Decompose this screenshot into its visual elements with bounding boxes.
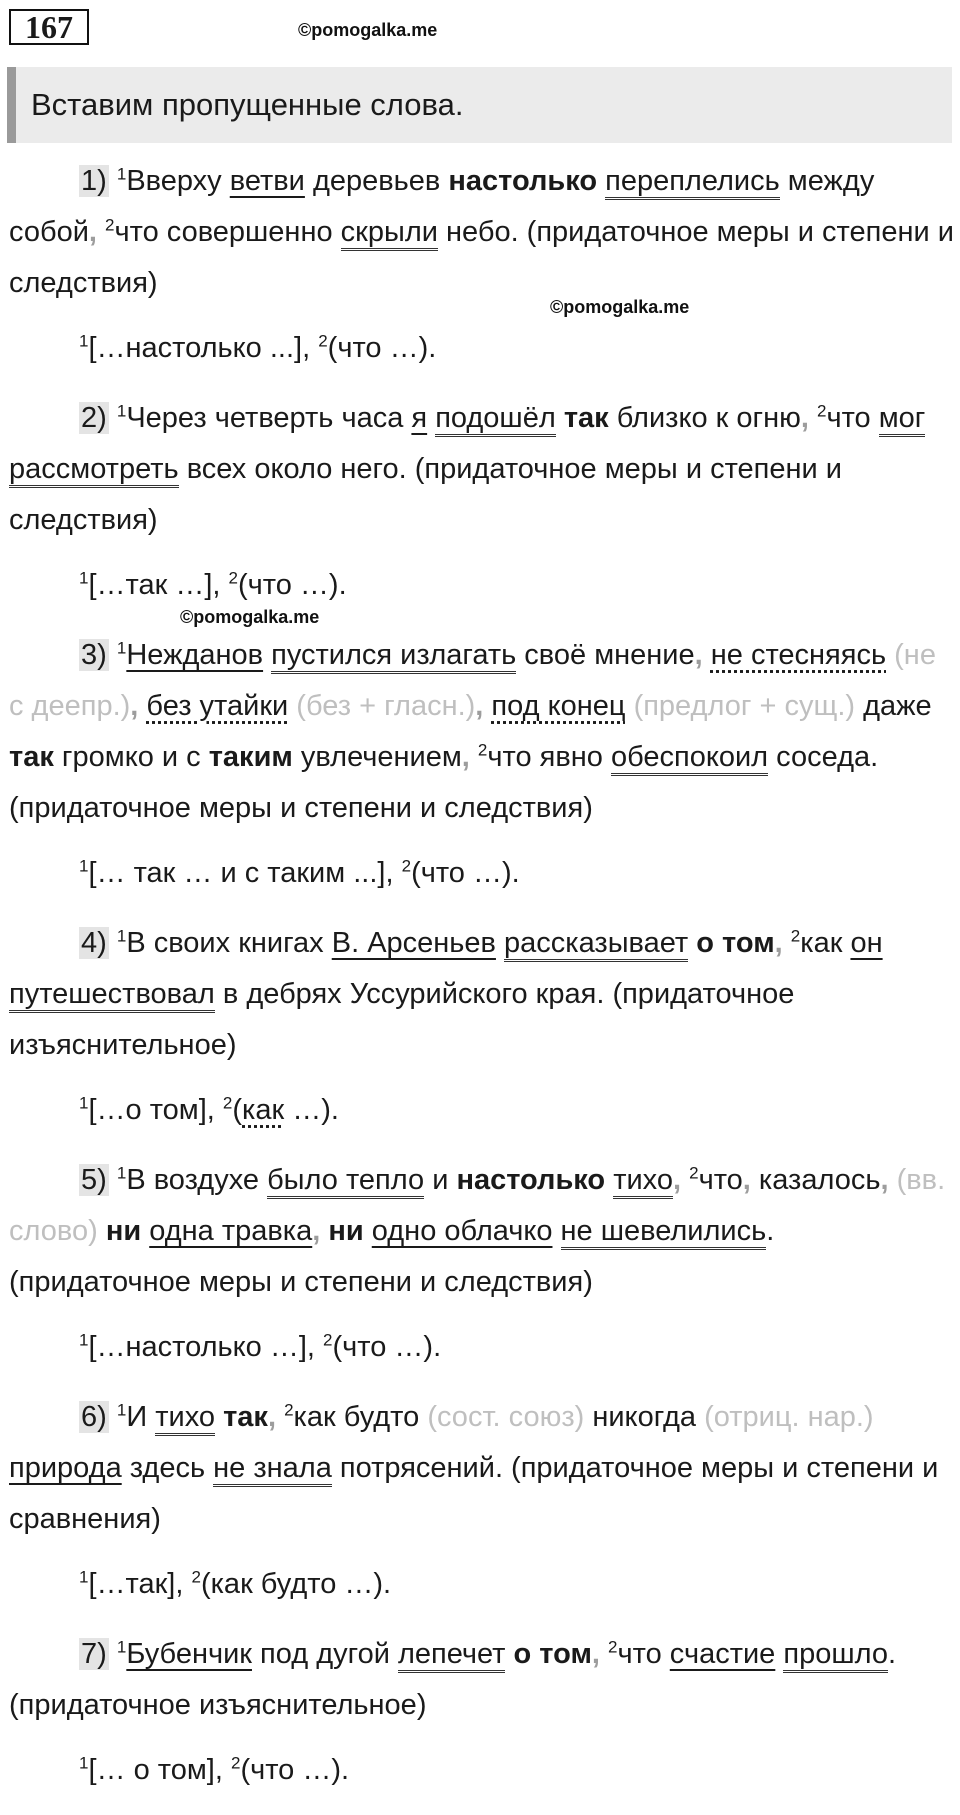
predicate: обеспокоил (611, 741, 768, 776)
adverbial: не стесняясь (710, 639, 887, 671)
subject: Нежданов (126, 639, 264, 671)
exercise-content (9, 156, 954, 1815)
predicate: путешествовал (9, 978, 215, 1013)
sentence-6: 6) $^1$И тихо так, $^2$как будто (сост. союз) никогда (отриц. нар.) природа здесь не знала потрясений. (придаточное меры и степени и сравнения) (9, 1400, 939, 1535)
sentence-number: 4) (81, 927, 107, 959)
subject: одно облачко (371, 1215, 553, 1247)
predicate: мог рассмотреть (9, 402, 925, 488)
predicate: не шевелились (561, 1215, 767, 1250)
predicate: подошёл (435, 402, 556, 437)
sentence-3: 3) $^1$Нежданов пустился излагать своё мнение, не стесняясь (не с деепр.), без утайки (без + гласн.), под конец (предлог + сущ.) даже так громко и с таким увлечением, $^2$что явно обеспокоил соседа. (придаточное меры и степени и следствия) (9, 638, 936, 824)
instruction-header: Вставим пропущенные слова. (7, 67, 952, 143)
sentence-5: 5) $^1$В воздухе было тепло и настолько тихо, $^2$что, казалось, (вв. слово) ни одна травка, ни одно облачко не шевелились. (придаточное меры и степени и следствия) (9, 1163, 946, 1298)
scheme-4: $^1$[…о том], $^2$(как …). (79, 1093, 339, 1126)
predicate: скрыли (341, 216, 438, 251)
watermark: ©pomogalka.me (550, 297, 690, 317)
predicate: прошло (783, 1638, 888, 1673)
predicate: переплелись (605, 165, 780, 200)
scheme-7: $^1$[… о том], $^2$(что …). (79, 1753, 350, 1786)
predicate: пустился излагать (271, 639, 516, 674)
sentence-4: 4) $^1$В своих книгах В. Арсеньев рассказывает о том, $^2$как он путешествовал в дебрях Уссурийского края. (придаточное изъяснительное) (9, 926, 883, 1061)
scheme-1: $^1$[…настолько ...], $^2$(что …). (79, 331, 437, 364)
task-number: 167 (9, 9, 89, 45)
subject: ветви (229, 165, 305, 197)
sentence-number: 2) (81, 402, 107, 434)
sentence-number: 1) (81, 165, 107, 197)
sentence-2: 2) $^1$Через четверть часа я подошёл так близко к огню, $^2$что мог рассмотреть всех около него. (придаточное меры и степени и следствия) (9, 401, 926, 536)
subject: одна травка (149, 1215, 313, 1247)
predicate: тихо (613, 1164, 673, 1199)
scheme-2: $^1$[…так …], $^2$(что …). (79, 568, 347, 601)
sentence-number: 7) (81, 1638, 107, 1670)
predicate: лепечет (398, 1638, 505, 1673)
subject: я (411, 402, 428, 434)
sentence-7: 7) $^1$Бубенчик под дугой лепечет о том, $^2$что счастие прошло. (придаточное изъяснительное) (9, 1637, 897, 1721)
watermark: ©pomogalka.me (180, 607, 320, 627)
predicate: было тепло (267, 1164, 424, 1199)
sentence-1: 1) $^1$Вверху ветви деревьев настолько переплелись между собой, $^2$что совершенно скрыли небо. (придаточное меры и степени и следствия) (9, 164, 954, 299)
predicate: рассказывает (504, 927, 688, 962)
subject: Бубенчик (126, 1638, 252, 1670)
subject: он (850, 927, 883, 959)
scheme-3: $^1$[… так … и с таким ...], $^2$(что …). (79, 856, 520, 889)
sentence-number: 3) (81, 639, 107, 671)
subject: природа (9, 1452, 122, 1484)
scheme-5: $^1$[…настолько …], $^2$(что …). (79, 1330, 442, 1363)
adverbial: без утайки (146, 690, 289, 722)
subject: В. Арсеньев (331, 927, 496, 959)
sentence-number: 6) (81, 1401, 107, 1433)
adverbial: под конец (491, 690, 626, 722)
watermark: ©pomogalka.me (298, 20, 438, 40)
sentence-number: 5) (81, 1164, 107, 1196)
subject: счастие (669, 1638, 776, 1670)
predicate: не знала (213, 1452, 332, 1487)
predicate: тихо (155, 1401, 215, 1436)
scheme-6: $^1$[…так], $^2$(как будто …). (79, 1567, 392, 1600)
